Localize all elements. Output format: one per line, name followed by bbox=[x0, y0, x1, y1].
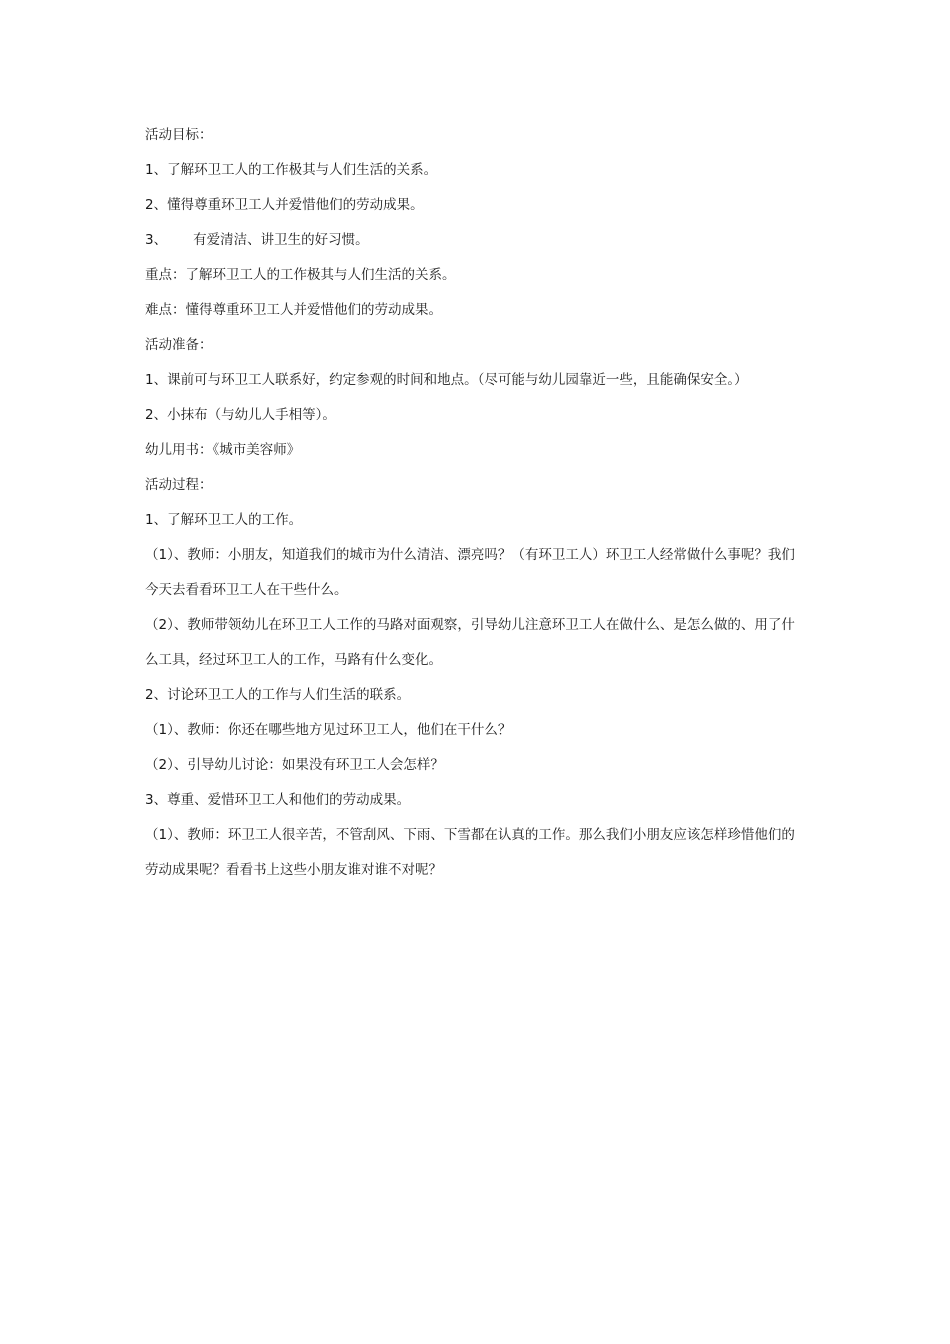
heading-preparation: 活动准备： bbox=[145, 337, 213, 353]
goal-item-3 bbox=[145, 231, 815, 249]
step-3-1-line-1: （1）、教师：环卫工人很辛苦，不管刮风、下雨、下雪都在认真的工作。那么我们小朋友应该怎样珍惜他们的 bbox=[145, 827, 795, 843]
goal-item-1: 1、了解环卫工人的工作极其与人们生活的关系。 bbox=[145, 162, 438, 178]
step-3-1-line-2: 劳动成果呢？看看书上这些小朋友谁对谁不对呢？ bbox=[145, 862, 442, 878]
step-1-1-line-2: 今天去看看环卫工人在干些什么。 bbox=[145, 582, 348, 598]
step-1: 1、了解环卫工人的工作。 bbox=[145, 512, 303, 528]
step-1-1-line-1: （1）、教师：小朋友，知道我们的城市为什么清洁、漂亮吗？（有环卫工人）环卫工人经常做什么事呢？我们 bbox=[145, 547, 795, 563]
difficulty-point: 难点：懂得尊重环卫工人并爱惜他们的劳动成果。 bbox=[145, 302, 442, 318]
goal-item-2: 2、懂得尊重环卫工人并爱惜他们的劳动成果。 bbox=[145, 197, 424, 213]
step-2-1: （1）、教师：你还在哪些地方见过环卫工人，他们在干什么？ bbox=[145, 722, 512, 738]
step-2: 2、讨论环卫工人的工作与人们生活的联系。 bbox=[145, 687, 411, 703]
goal-item-3-number: 3、 bbox=[145, 232, 168, 248]
children-book: 幼儿用书：《城市美容师》 bbox=[145, 442, 301, 458]
prep-item-2: 2、小抹布（与幼儿人手相等）。 bbox=[145, 407, 336, 423]
heading-process: 活动过程： bbox=[145, 477, 213, 493]
goal-item-3-text: 有爱清洁、讲卫生的好习惯。 bbox=[193, 232, 369, 248]
key-point: 重点：了解环卫工人的工作极其与人们生活的关系。 bbox=[145, 267, 456, 283]
document-body bbox=[145, 126, 815, 896]
step-1-2-line-1: （2）、教师带领幼儿在环卫工人工作的马路对面观察，引导幼儿注意环卫工人在做什么、是怎么做的、用了什 bbox=[145, 617, 795, 633]
step-1-2-line-2: 么工具，经过环卫工人的工作，马路有什么变化。 bbox=[145, 652, 442, 668]
prep-item-1: 1、课前可与环卫工人联系好，约定参观的时间和地点。（尽可能与幼儿园靠近一些，且能确保安全。） bbox=[145, 372, 748, 388]
step-3: 3、尊重、爱惜环卫工人和他们的劳动成果。 bbox=[145, 792, 411, 808]
heading-goals: 活动目标： bbox=[145, 127, 213, 143]
step-2-2: （2）、引导幼儿讨论：如果没有环卫工人会怎样？ bbox=[145, 757, 444, 773]
